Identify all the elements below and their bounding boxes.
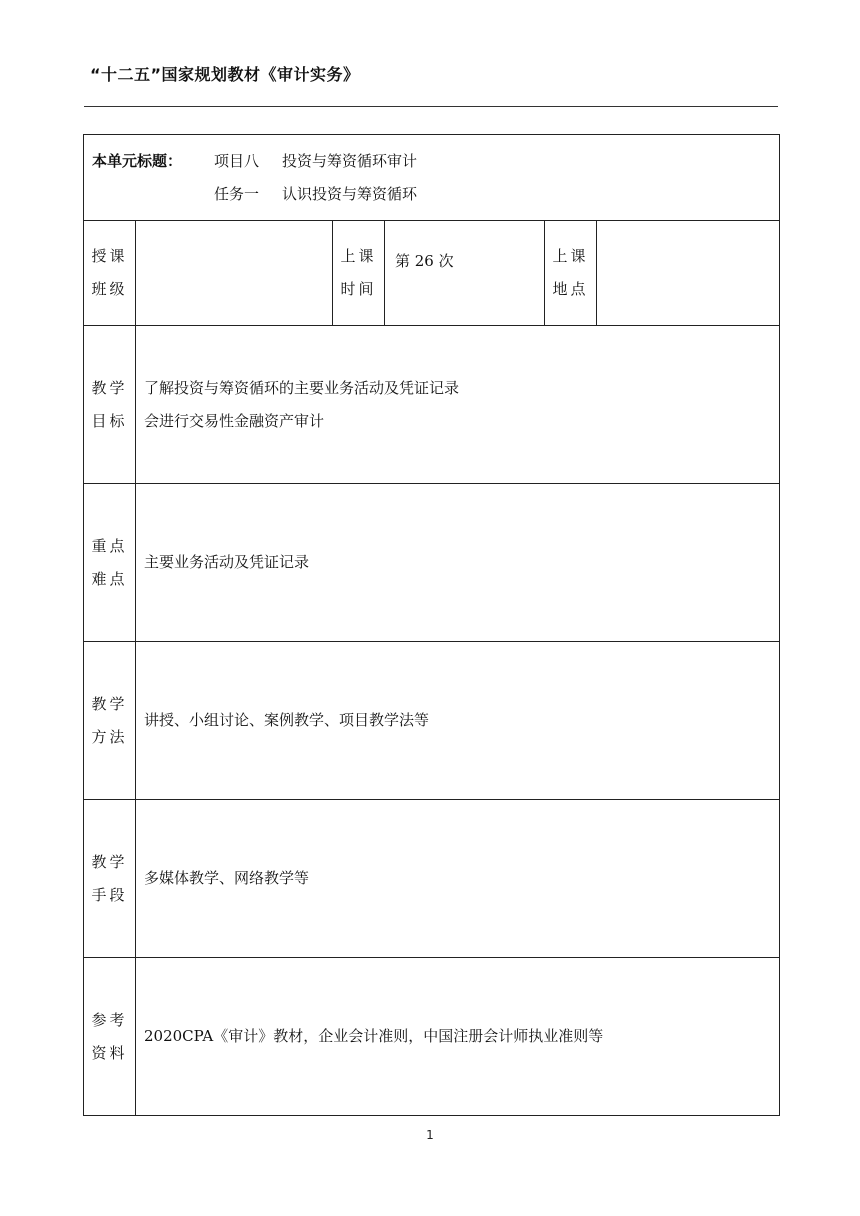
- section-label-methods: [84, 642, 136, 800]
- section-content-methods: [136, 642, 780, 800]
- unit-title-label: 本单元标题：: [92, 151, 183, 170]
- section-content-line: 多媒体教学、网络教学等: [144, 869, 310, 887]
- section-label-line: 重点: [91, 536, 128, 555]
- lesson-plan-table: [83, 134, 780, 1116]
- place-value: [597, 221, 780, 326]
- section-content-objectives: [136, 326, 780, 484]
- section-row-references: [84, 958, 780, 1116]
- section-row-methods: [84, 642, 780, 800]
- section-row-objectives: [84, 326, 780, 484]
- unit-title-row: [84, 135, 780, 221]
- section-label-line: 参考: [91, 1010, 128, 1029]
- section-label-line: 教学: [91, 378, 128, 397]
- place-label-cell: [545, 221, 597, 326]
- task-name: 认识投资与筹资循环: [282, 184, 418, 203]
- section-row-key-points: [84, 484, 780, 642]
- section-row-means: [84, 800, 780, 958]
- class-value: [136, 221, 333, 326]
- section-content-references: [136, 958, 780, 1116]
- project-name: 投资与筹资循环审计: [282, 151, 418, 170]
- header-divider: [84, 106, 778, 107]
- section-content-line: 了解投资与筹资循环的主要业务活动及凭证记录: [144, 378, 460, 397]
- section-content-means: [136, 800, 780, 958]
- section-content-line: 主要业务活动及凭证记录: [144, 553, 310, 571]
- section-label-line: 资料: [91, 1043, 128, 1062]
- section-content-line: 会进行交易性金融资产审计: [144, 411, 325, 430]
- section-label-key-points: [84, 484, 136, 642]
- task-tag: 任务一: [214, 184, 260, 203]
- section-label-line: 难点: [91, 569, 128, 588]
- time-label-line-1: 上课: [340, 247, 377, 265]
- page-number: 1: [426, 1128, 434, 1142]
- section-label-means: [84, 800, 136, 958]
- time-label-cell: [333, 221, 385, 326]
- place-label-line-2: 地点: [552, 280, 589, 298]
- class-label-line-2: 班级: [91, 280, 128, 298]
- section-content-line: 2020CPA《审计》教材，企业会计准则，中国注册会计师执业准则等: [144, 1027, 604, 1045]
- unit-title-cell: [84, 135, 780, 221]
- project-tag: 项目八: [214, 151, 260, 170]
- section-label-line: 方法: [91, 727, 128, 746]
- section-label-line: 目标: [91, 411, 128, 430]
- time-label-line-2: 时间: [340, 280, 377, 298]
- class-label-cell: [84, 221, 136, 326]
- section-content-key-points: [136, 484, 780, 642]
- section-content-line: 讲授、小组讨论、案例教学、项目教学法等: [144, 711, 430, 729]
- page-header-title: “十二五”国家规划教材《审计实务》: [90, 65, 360, 84]
- section-label-line: 手段: [91, 885, 128, 904]
- section-label-references: [84, 958, 136, 1116]
- time-value: 第 26 次: [385, 221, 545, 326]
- place-label-line-1: 上课: [552, 247, 589, 265]
- class-label-line-1: 授课: [91, 247, 128, 265]
- schedule-row: [84, 221, 780, 326]
- section-label-line: 教学: [91, 852, 128, 871]
- section-label-objectives: [84, 326, 136, 484]
- section-label-line: 教学: [91, 694, 128, 713]
